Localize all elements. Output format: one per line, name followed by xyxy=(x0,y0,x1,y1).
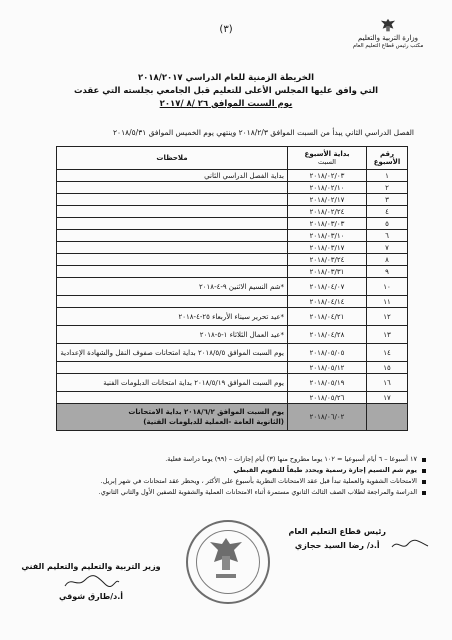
page-number: (٣) xyxy=(219,24,233,35)
footnote-item: يوم شم النسيم إجازة رسمية ويحدد طبقاً للتقويم القبطي xyxy=(60,465,426,476)
start-cell: ٢٠١٨/٠٦/٠٢ xyxy=(288,404,367,431)
ministry-logo xyxy=(346,18,430,56)
start-cell: ٢٠١٨/٠٤/٢١ xyxy=(288,308,367,326)
table-row xyxy=(57,308,408,326)
start-cell: ٢٠١٨/٠٢/٠٣ xyxy=(288,170,367,182)
table-row xyxy=(57,392,408,404)
week-cell: ٢ xyxy=(367,182,408,194)
notes-cell: يوم السبت الموافق ٢٠١٨/٥/١٩ بداية امتحانات الدبلومات الفنية xyxy=(57,374,288,392)
notes-cell xyxy=(57,194,288,206)
signature-scribble-icon xyxy=(61,574,121,590)
schedule-table xyxy=(56,146,408,431)
notes-cell-final xyxy=(57,404,288,431)
signature-minister xyxy=(16,560,166,604)
week-cell: ١٦ xyxy=(367,374,408,392)
start-cell: ٢٠١٨/٠٣/٠٣ xyxy=(288,218,367,230)
week-cell: ١ xyxy=(367,170,408,182)
notes-cell: *شم النسيم الاثنين ٩-٤-٢٠١٨ xyxy=(57,278,288,296)
start-cell: ٢٠١٨/٠٥/١٢ xyxy=(288,362,367,374)
table-row-final xyxy=(57,404,408,431)
eagle-stamp-icon xyxy=(208,536,244,584)
final-note-line-1: يوم السبت الموافق ٢٠١٨/٦/٢ بداية الامتحانات xyxy=(128,408,284,416)
table-header-row xyxy=(57,147,408,170)
notes-cell: *عيد تحرير سيناء الأربعاء ٢٥-٤-٢٠١٨ xyxy=(57,308,288,326)
header-start xyxy=(288,147,367,170)
notes-cell xyxy=(57,230,288,242)
week-cell: ١٤ xyxy=(367,344,408,362)
start-cell: ٢٠١٨/٠٢/٢٤ xyxy=(288,206,367,218)
start-cell: ٢٠١٨/٠٣/١٧ xyxy=(288,242,367,254)
notes-cell: *عيد العمال الثلاثاء ١-٥-٢٠١٨ xyxy=(57,326,288,344)
notes-cell xyxy=(57,218,288,230)
head-title: رئيس قطاع التعليم العام xyxy=(288,527,386,536)
week-cell: ٨ xyxy=(367,254,408,266)
table-row xyxy=(57,242,408,254)
notes-cell xyxy=(57,296,288,308)
minister-title: وزير التربية والتعليم والتعليم الفني xyxy=(21,562,161,571)
week-cell: ٣ xyxy=(367,194,408,206)
week-cell: ١١ xyxy=(367,296,408,308)
table-row xyxy=(57,296,408,308)
start-cell: ٢٠١٨/٠٤/١٤ xyxy=(288,296,367,308)
week-cell: ٤ xyxy=(367,206,408,218)
week-cell: ٦ xyxy=(367,230,408,242)
notes-cell xyxy=(57,254,288,266)
header-start-label: بداية الأسبوع xyxy=(304,150,350,158)
week-cell: ١٣ xyxy=(367,326,408,344)
ministry-name: وزارة التربية والتعليم xyxy=(357,34,419,42)
notes-cell xyxy=(57,266,288,278)
notes-cell xyxy=(57,182,288,194)
start-cell: ٢٠١٨/٠٥/٠٥ xyxy=(288,344,367,362)
footnotes xyxy=(60,454,426,498)
signature-scribble-icon xyxy=(390,539,430,551)
head-name: أ.د/ رضا السيد حجازي xyxy=(294,541,380,550)
notes-cell: يوم السبت الموافق ٢٠١٨/٥/٥ بداية امتحانات صفوف النقل والشهادة الإعدادية xyxy=(57,344,288,362)
table-row xyxy=(57,326,408,344)
table-row xyxy=(57,206,408,218)
start-cell: ٢٠١٨/٠٥/١٩ xyxy=(288,374,367,392)
table-row xyxy=(57,230,408,242)
minister-name: أ.د/طارق شوقي xyxy=(58,592,124,601)
semester-note: الفصل الدراسي الثاني يبدأ من السبت الموافق ٢٠١٨/٢/٣ وينتهي يوم الخميس الموافق ٢٠١٨/٥/٣١ xyxy=(113,128,414,137)
footnote-item: الامتحانات الشفوية والعملية تبدأ قبل عقد الامتحانات النظرية بأسبوع على الأكثر ، ويحظر عقد امتحانات في شهر إبريل. xyxy=(60,476,426,487)
table-row xyxy=(57,278,408,296)
start-cell: ٢٠١٨/٠٢/١٧ xyxy=(288,194,367,206)
table-row xyxy=(57,254,408,266)
table-row xyxy=(57,194,408,206)
table-row xyxy=(57,266,408,278)
week-cell: ٥ xyxy=(367,218,408,230)
start-cell: ٢٠١٨/٠٤/٢٨ xyxy=(288,326,367,344)
header-start-sub: السبت xyxy=(318,158,336,166)
table-row xyxy=(57,362,408,374)
footnote-item: ١٧ أسبوعا – ٦ أيام أسبوعيا = ١٠٢ يوما مطروح منها (٣) أيام إجازات – (٩٩) يوما دراسة فعلية. xyxy=(60,454,426,465)
notes-cell xyxy=(57,392,288,404)
title-line-2: التي وافق عليها المجلس الأعلى للتعليم قبل الجامعي بجلسته التي عقدت xyxy=(73,86,379,96)
week-cell: ٧ xyxy=(367,242,408,254)
start-cell: ٢٠١٨/٠٤/٠٧ xyxy=(288,278,367,296)
notes-cell xyxy=(57,242,288,254)
start-cell: ٢٠١٨/٠٥/٢٦ xyxy=(288,392,367,404)
table-row xyxy=(57,182,408,194)
office-name: مكتب رئيس قطاع التعليم العام xyxy=(352,43,424,49)
notes-cell: بداية الفصل الدراسي الثاني xyxy=(57,170,288,182)
notes-cell xyxy=(57,362,288,374)
header-week: رقم الأسبوع xyxy=(367,147,408,170)
document-titles xyxy=(40,72,412,111)
eagle-emblem-icon xyxy=(379,18,397,34)
week-cell: ٩ xyxy=(367,266,408,278)
table-row xyxy=(57,170,408,182)
week-cell: ١٠ xyxy=(367,278,408,296)
title-line-1: الخريطة الزمنية للعام الدراسي ٢٠١٨/٢٠١٧ xyxy=(137,73,314,83)
start-cell: ٢٠١٨/٠٣/١٠ xyxy=(288,230,367,242)
signature-head-of-sector xyxy=(289,525,387,553)
table-row xyxy=(57,374,408,392)
start-cell: ٢٠١٨/٠٣/٢٤ xyxy=(288,254,367,266)
header-notes: ملاحظات xyxy=(57,147,288,170)
start-cell: ٢٠١٨/٠٣/٣١ xyxy=(288,266,367,278)
week-cell: ١٢ xyxy=(367,308,408,326)
week-cell: ١٧ xyxy=(367,392,408,404)
start-cell: ٢٠١٨/٠٢/١٠ xyxy=(288,182,367,194)
week-cell: ١٥ xyxy=(367,362,408,374)
notes-cell xyxy=(57,206,288,218)
title-line-3: يوم السبت الموافق ٢٦ /٨ /٢٠١٧ xyxy=(159,99,293,109)
week-cell xyxy=(367,404,408,431)
table-row xyxy=(57,218,408,230)
footnote-item: الدراسة والمراجعة لطلاب الصف الثالث الثانوي مستمرة أثناء الامتحانات العملية والشفوية للصفين الأول والثاني الثانوي. xyxy=(60,487,426,498)
table-row xyxy=(57,344,408,362)
official-stamp xyxy=(186,520,270,604)
final-note-line-2: (الثانوية العامة -العملية للدبلومات الفنية) xyxy=(143,418,284,426)
